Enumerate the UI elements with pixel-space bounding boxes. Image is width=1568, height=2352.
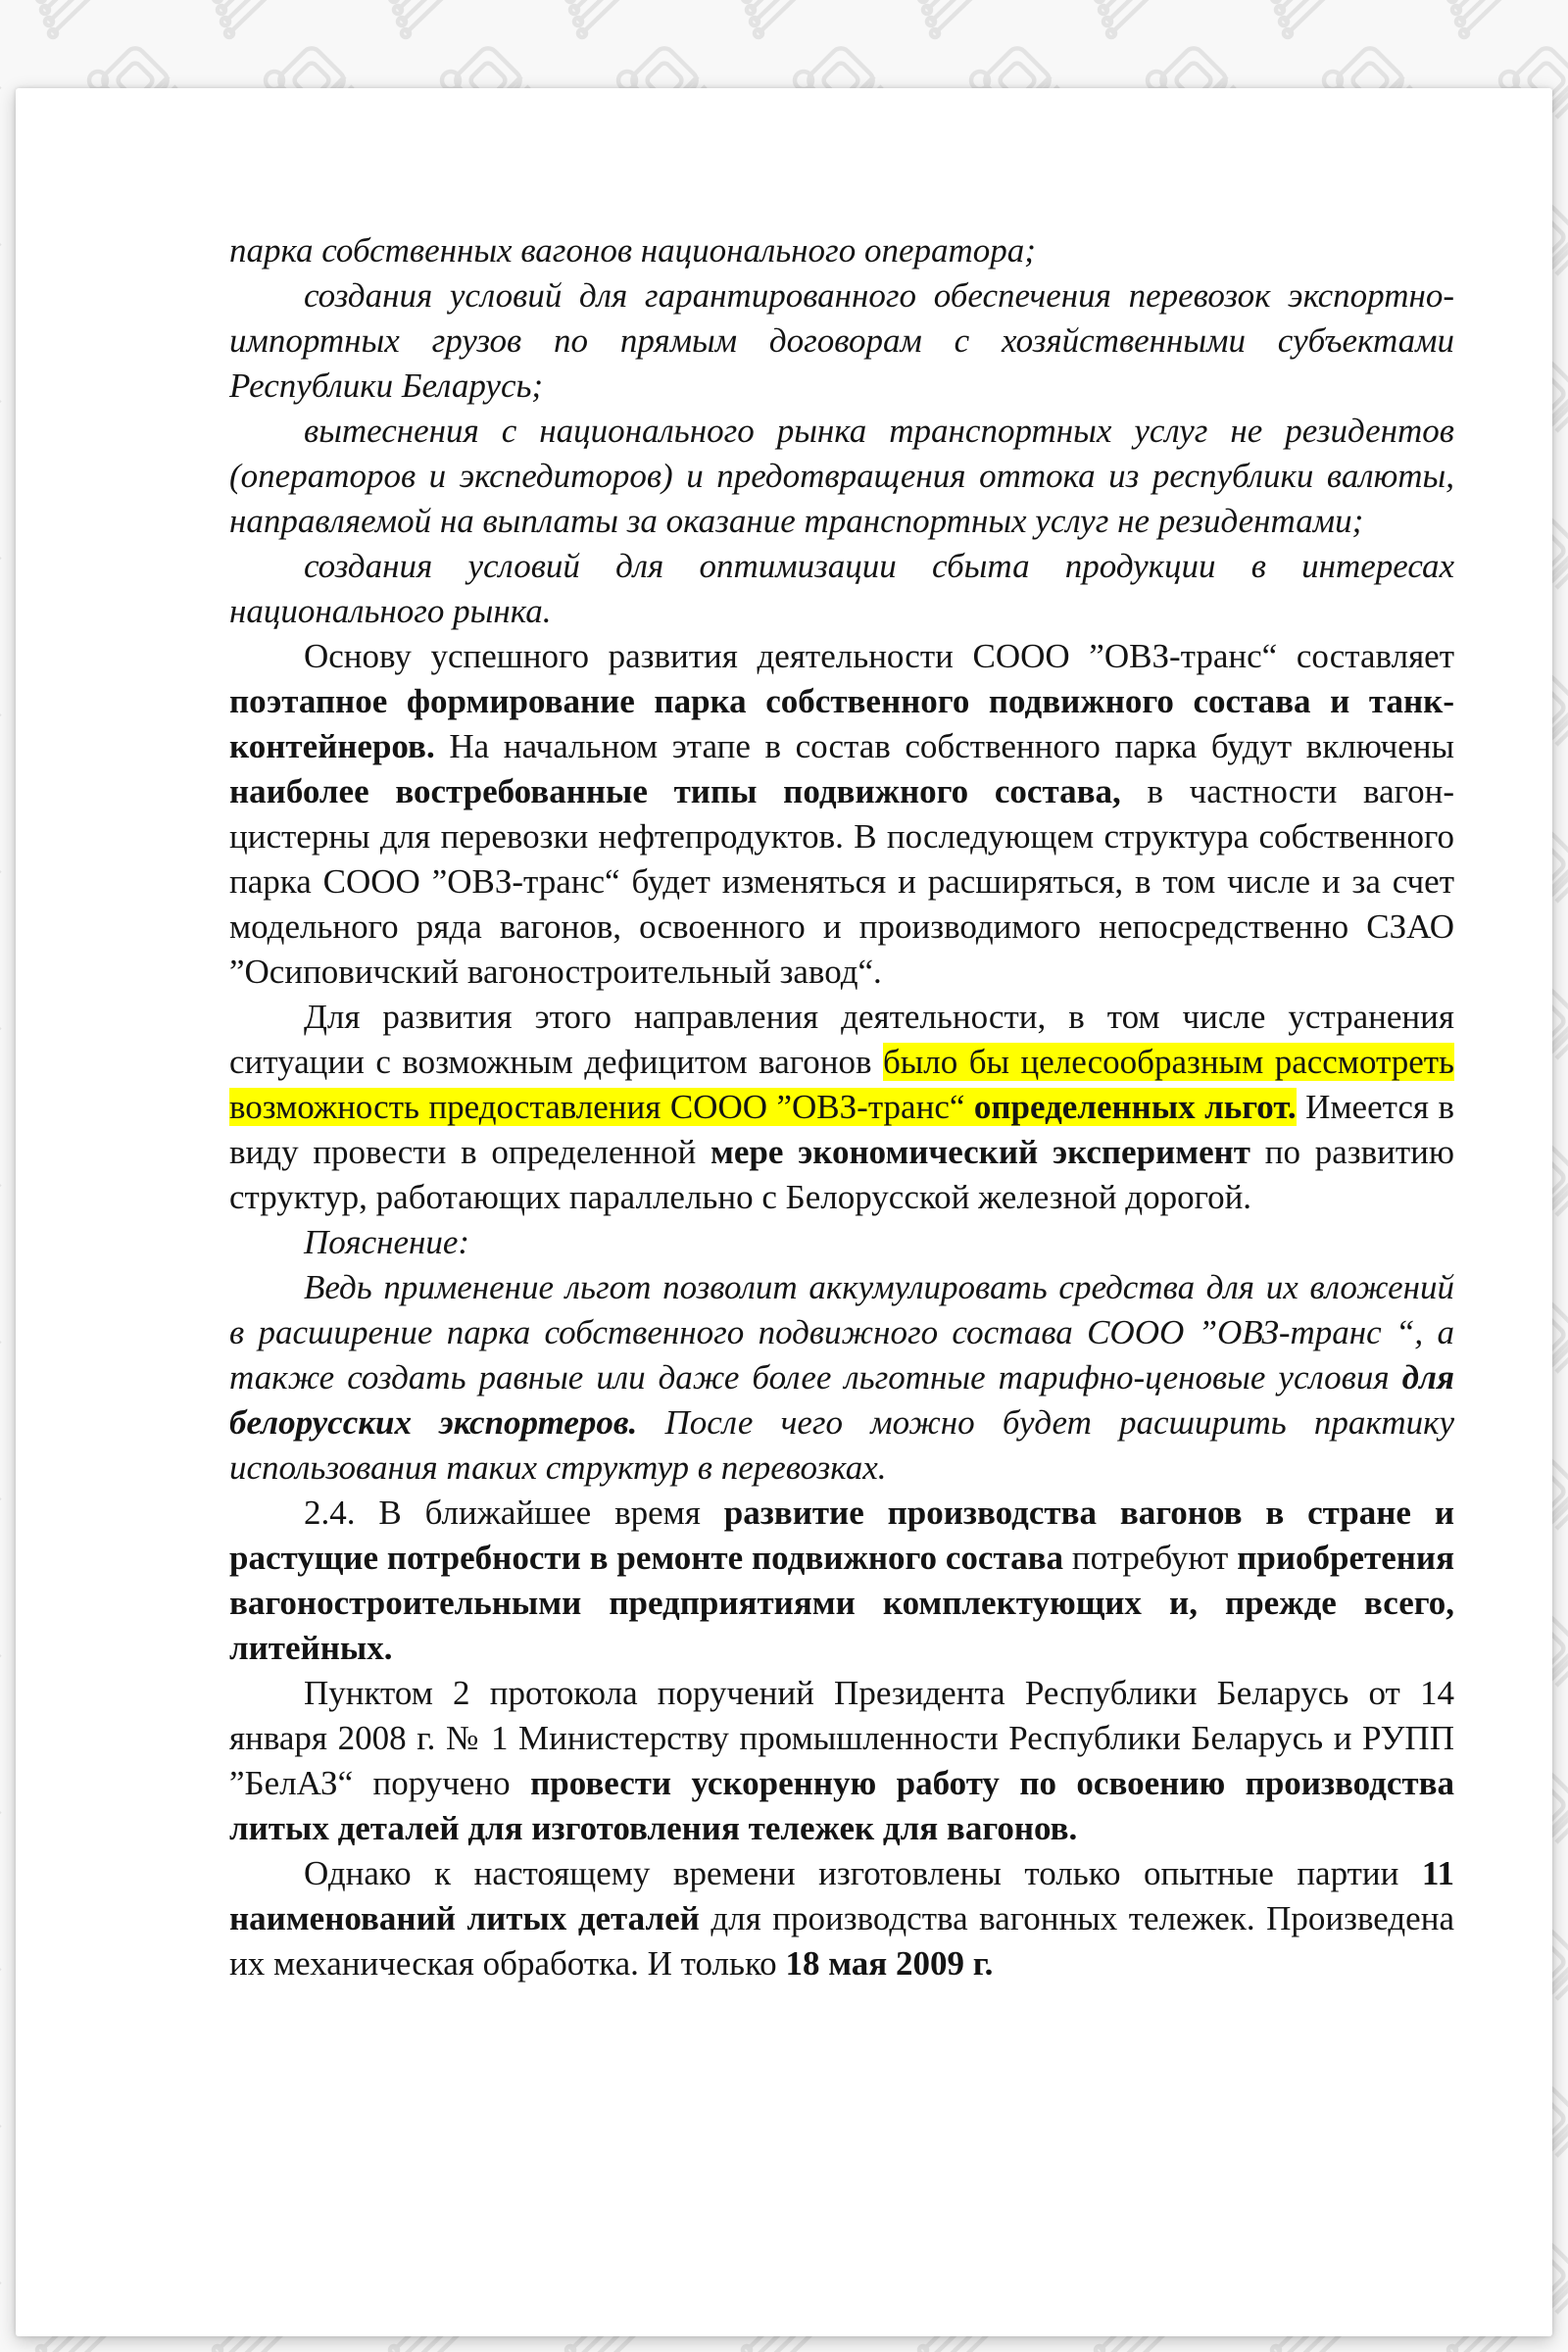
text-segment: создания условий для оптимизации сбыта продукции в интересах национального рынка.	[229, 547, 1454, 630]
text-segment: по развитию структур, работающих параллельно с Белорусской железной дорогой.	[229, 1133, 1455, 1216]
document-page	[16, 88, 1552, 2336]
paragraph	[229, 634, 1454, 995]
text-segment: Основу успешного развития деятельности СООО ”ОВЗ-транс“ составляет	[304, 637, 1454, 675]
text-segment: После чего можно будет расширить практику использования таких структур в перевозках.	[229, 1403, 1455, 1487]
text-segment: для белорусских экспортеров.	[229, 1358, 1454, 1442]
paragraph	[229, 1671, 1454, 1851]
text-segment: провести ускоренную работу по освоению производства литых деталей для изготовления тележек для вагонов.	[229, 1764, 1454, 1847]
text-segment: поэтапное формирование парка собственного подвижного состава и танк-контейнеров.	[229, 682, 1454, 765]
highlighted-text-segment: было бы целесообразным рассмотреть возможность предоставления СООО ”ОВЗ-транс“	[229, 1043, 1454, 1126]
text-segment: 11 наименований литых деталей	[229, 1854, 1454, 1937]
paragraph	[229, 1491, 1454, 1671]
paragraph	[229, 1851, 1454, 1986]
paragraph	[229, 273, 1454, 409]
text-segment: вытеснения с национального рынка транспортных услуг не резидентов (операторов и экспедиторов) и предотвращения оттока из республики валюты, направляемой на выплаты за оказание транспортных услуг не резидентами;	[229, 412, 1454, 540]
text-segment: Ведь применение льгот позволит аккумулировать средства для их вложений в расширение парка собственного подвижного состава СООО ”ОВЗ-транс “, а также создать равные или даже более льготные тарифно-ценовые условия	[229, 1268, 1454, 1396]
text-segment: Пунктом 2 протокола поручений Президента Республики Беларусь от 14 января 2008 г. № 1 Министерству промышленности Республики Беларусь и РУПП ”БелАЗ“ поручено	[229, 1674, 1454, 1802]
text-segment: Для развития этого направления деятельности, в том числе устранения ситуации с возможным дефицитом вагонов	[229, 998, 1454, 1081]
text-segment: Пояснение:	[304, 1223, 470, 1261]
paragraph	[229, 1220, 1454, 1265]
paragraph	[229, 544, 1454, 634]
text-segment: Имеется в виду провести в определенной	[229, 1088, 1454, 1171]
text-block	[229, 228, 1454, 1986]
text-segment: 2.4. В ближайшее время	[304, 1494, 724, 1532]
text-segment: 18 мая 2009 г.	[785, 1944, 994, 1983]
text-segment: мере экономический эксперимент	[710, 1133, 1250, 1171]
text-segment: в частности вагон-цистерны для перевозки нефтепродуктов. В последующем структура собственного парка СООО ”ОВЗ-транс“ будет изменяться и расширяться, в том числе и за счет модельного ряда вагонов, освоенного и производимого непосредственно СЗАО ”Осиповичский вагоностроительный завод“.	[229, 772, 1454, 991]
paragraph	[229, 995, 1454, 1220]
text-segment: На начальном этапе в состав собственного парка будут включены	[434, 727, 1454, 765]
paragraph	[229, 1265, 1454, 1491]
text-segment: развитие производства вагонов в стране и растущие потребности в ремонте подвижного состава	[229, 1494, 1454, 1577]
text-segment: создания условий для гарантированного обеспечения перевозок экспортно-импортных грузов по прямым договорам с хозяйственными субъектами Республики Беларусь;	[229, 276, 1454, 405]
text-segment: наиболее востребованные типы подвижного состава,	[229, 772, 1121, 810]
paragraph	[229, 228, 1454, 273]
text-segment: потребуют	[1062, 1539, 1238, 1577]
text-segment: парка собственных вагонов национального оператора;	[229, 231, 1036, 270]
paragraph	[229, 409, 1454, 544]
text-segment: приобретения вагоностроительными предприятиями комплектующих и, прежде всего, литейных.	[229, 1539, 1455, 1667]
text-segment: Однако к настоящему времени изготовлены только опытные партии	[304, 1854, 1422, 1892]
highlighted-text-segment: определенных льгот.	[973, 1088, 1297, 1126]
text-segment: для производства вагонных тележек. Произведена их механическая обработка. И только	[229, 1899, 1454, 1983]
